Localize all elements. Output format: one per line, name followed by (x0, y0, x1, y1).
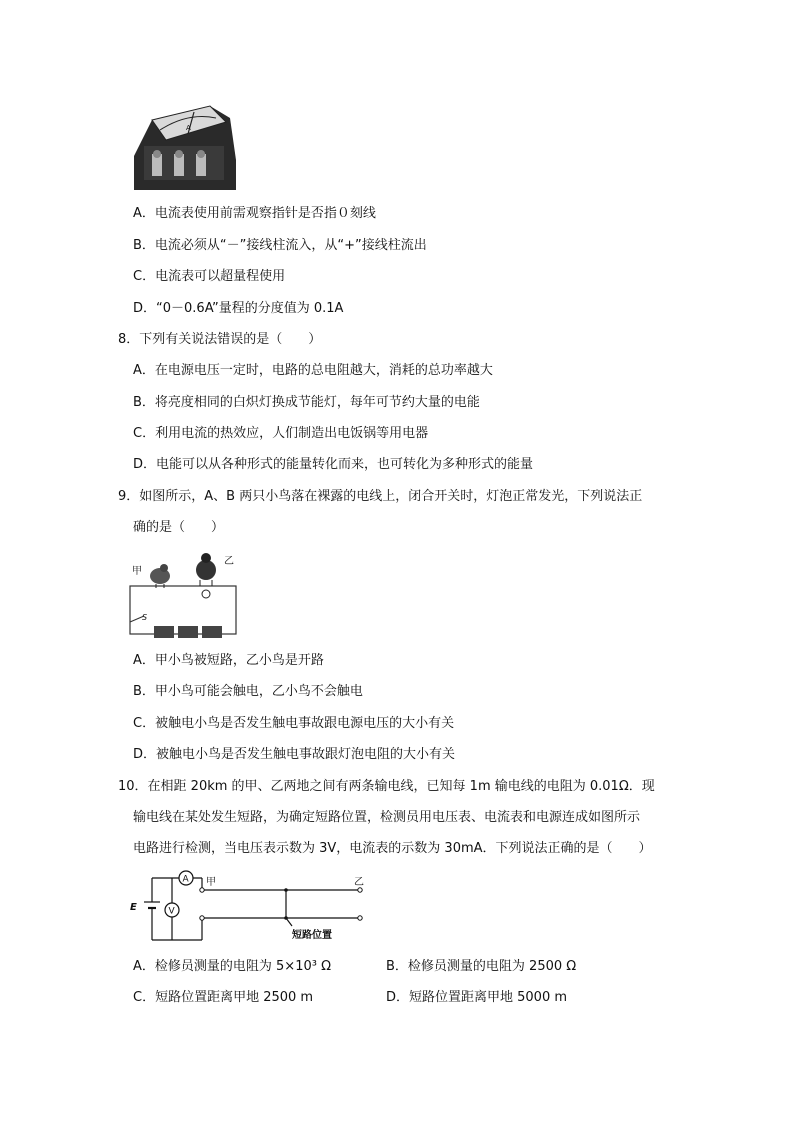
q9-stem-line1: 9．如图所示，A、B 两只小鸟落在裸露的电线上，闭合开关时，灯泡正常发光，下列说法正 (118, 489, 643, 504)
q8-option-b: B．将亮度相同的白炽灯换成节能灯，每年可节约大量的电能 (133, 395, 480, 410)
q10-stem-line1: 10．在相距 20km 的甲、乙两地之间有两条输电线，已知每 1m 输电线的电阻为 0.01Ω．现 (118, 779, 655, 794)
ammeter-dial-mark: A (186, 124, 191, 132)
q10-option-b: B．检修员测量的电阻为 2500 Ω (386, 959, 577, 974)
q7-option-c: C．电流表可以超量程使用 (133, 269, 286, 284)
q7-option-b: B．电流必须从“－”接线柱流入，从“+”接线柱流出 (133, 238, 427, 253)
q10-stem-line2: 输电线在某处发生短路，为确定短路位置，检测员用电压表、电流表和电源连成如图所示 (133, 810, 641, 825)
q9-stem-line2: 确的是（ ） (133, 520, 225, 535)
battery-e-label: E (130, 902, 137, 913)
q9-option-b: B．甲小鸟可能会触电，乙小鸟不会触电 (133, 684, 363, 699)
q7-option-a: A．电流表使用前需观察指针是否指０刻线 (133, 206, 376, 221)
short-position-label: 短路位置 (292, 930, 332, 941)
place-jia-label: 甲 (206, 877, 216, 888)
place-yi-label: 乙 (354, 877, 364, 888)
q9-option-c: C．被触电小鸟是否发生触电事故跟电源电压的大小有关 (133, 716, 455, 731)
q8-option-a: A．在电源电压一定时，电路的总电阻越大，消耗的总功率越大 (133, 363, 493, 378)
q9-option-a: A．甲小鸟被短路，乙小鸟是开路 (133, 653, 324, 668)
q10-stem-line3: 电路进行检测，当电压表示数为 3V，电流表的示数为 30mA．下列说法正确的是（ ） (133, 841, 652, 856)
birds-circuit-figure (128, 548, 240, 644)
q7-option-d: D．“0－0.6A”量程的分度值为 0.1A (133, 301, 344, 316)
q9-option-d: D．被触电小鸟是否发生触电事故跟灯泡电阻的大小有关 (133, 747, 456, 762)
q8-option-d: D．电能可以从各种形式的能量转化而来，也可转化为多种形式的能量 (133, 457, 534, 472)
voltmeter-symbol: V (168, 906, 175, 917)
ammeter-figure (130, 100, 240, 192)
q8-stem: 8．下列有关说法错误的是（ ） (118, 332, 322, 347)
ammeter-symbol: A (182, 874, 189, 885)
q10-option-a: A．检修员测量的电阻为 5×10³ Ω (133, 959, 332, 974)
bird-yi-label: 乙 (224, 556, 234, 567)
bird-jia-label: 甲 (132, 566, 142, 577)
q8-option-c: C．利用电流的热效应，人们制造出电饭锅等用电器 (133, 426, 429, 441)
switch-s-label: S (142, 613, 148, 622)
q10-option-c: C．短路位置距离甲地 2500 m (133, 990, 314, 1005)
q10-option-d: D．短路位置距离甲地 5000 m (386, 990, 568, 1005)
short-circuit-figure (128, 868, 368, 946)
